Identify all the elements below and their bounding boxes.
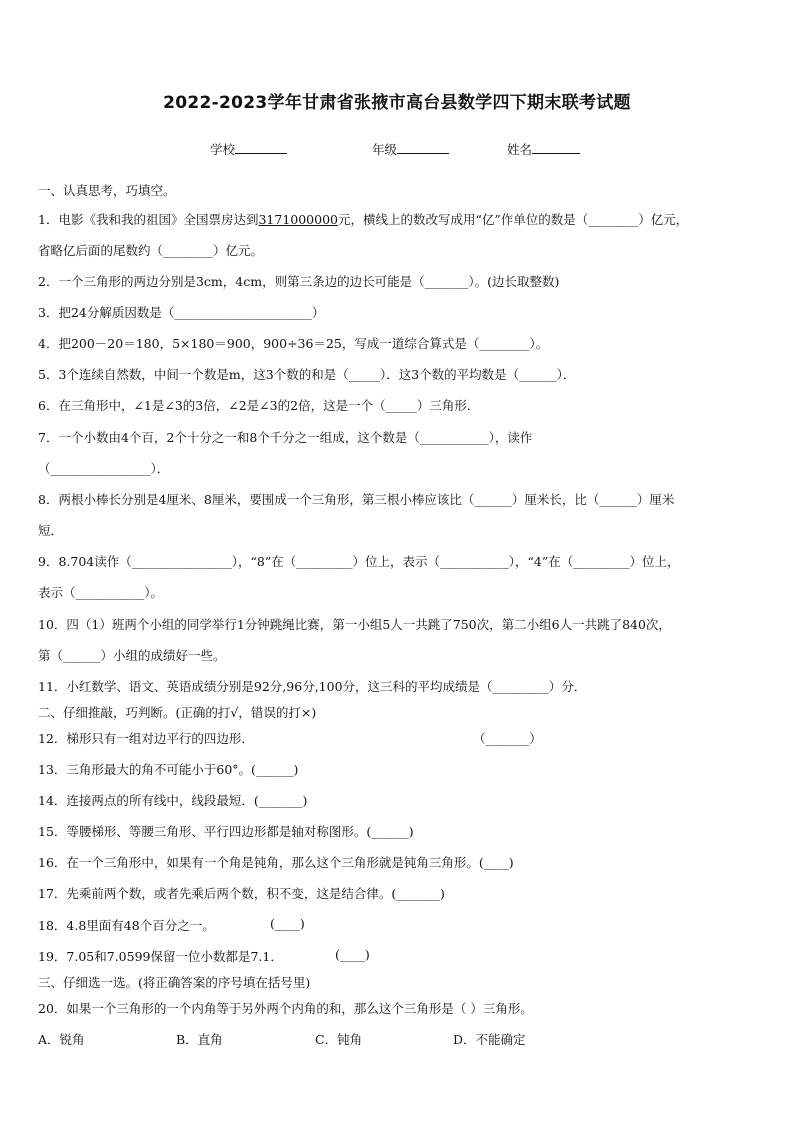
- section-3-heading: 三、仔细选一选。(将正确答案的序号填在括号里): [38, 975, 311, 990]
- grade-field: [372, 140, 449, 158]
- question-3: 3．把24分解质因数是（______________________）: [38, 305, 325, 320]
- question-18-blank: (____): [270, 916, 305, 931]
- question-7: 7．一个小数由4个百，2个十分之一和8个千分之一组成，这个数是（___________），读作: [38, 430, 533, 445]
- grade-label: 年级: [372, 142, 398, 157]
- question-8: 8．两根小棒长分别是4厘米、8厘米，要围成一个三角形，第三根小棒应该比（______）厘米长，比（______）厘米: [38, 492, 675, 507]
- q1-text-b: 元，横线上的数改写成用“亿”作单位的数是（________）亿元，: [338, 212, 689, 227]
- question-4: 4．把200－20＝180，5×180＝900，900÷36＝25，写成一道综合算式是（________）。: [38, 336, 549, 351]
- option-d: D．不能确定: [453, 1032, 526, 1047]
- question-19: 19．7.05和7.0599保留一位小数都是7.1．: [38, 949, 283, 964]
- question-18: 18．4.8里面有48个百分之一。: [38, 918, 215, 933]
- question-1-cont: 省略亿后面的尾数约（________）亿元。: [38, 243, 264, 258]
- option-c: C．钝角: [315, 1032, 363, 1047]
- school-blank: [235, 140, 287, 154]
- school-label: 学校: [210, 142, 236, 157]
- question-9-cont: 表示（___________）。: [38, 585, 164, 600]
- page-title: 2022-2023学年甘肃省张掖市高台县数学四下期末联考试题: [163, 93, 631, 113]
- question-14: 14．连接两点的所有线中，线段最短．(_______): [38, 793, 308, 808]
- question-10: 10．四（1）班两个小组的同学举行1分钟跳绳比赛，第一小组5人一共跳了750次，第二小组6人一共跳了840次，: [38, 617, 671, 632]
- question-17: 17．先乘前两个数，或者先乘后两个数，积不变，这是结合律。(_______): [38, 886, 445, 901]
- question-6: 6．在三角形中，∠1是∠3的3倍，∠2是∠3的2倍，这是一个（_____）三角形．: [38, 398, 480, 413]
- question-15: 15．等腰梯形、等腰三角形、平行四边形都是轴对称图形。(______): [38, 824, 414, 839]
- name-blank: [532, 140, 580, 154]
- q1-number: 3171000000: [258, 212, 338, 227]
- question-12-blank: （_______）: [473, 731, 542, 746]
- q1-text-a: 1．电影《我和我的祖国》全国票房达到: [38, 212, 259, 227]
- option-b: B．直角: [176, 1032, 223, 1047]
- school-field: [210, 140, 287, 158]
- question-7-cont: （________________）．: [38, 461, 170, 476]
- section-1-heading: 一、认真思考，巧填空。: [38, 183, 176, 198]
- question-10-cont: 第（______）小组的成绩好一些。: [38, 648, 226, 663]
- option-a: A．锐角: [38, 1032, 85, 1047]
- question-12: 12．梯形只有一组对边平行的四边形．: [38, 731, 254, 746]
- name-field: [507, 140, 580, 158]
- grade-blank: [397, 140, 449, 154]
- section-2-heading: 二、仔细推敲，巧判断。(正确的打√，错误的打×): [38, 705, 317, 720]
- question-11: 11．小红数学、语文、英语成绩分别是92分,96分,100分，这三科的平均成绩是（_________）分．: [38, 679, 587, 694]
- question-16: 16．在一个三角形中，如果有一个角是钝角，那么这个三角形就是钝角三角形。(____): [38, 855, 514, 870]
- name-label: 姓名: [507, 142, 533, 157]
- question-5: 5．3个连续自然数，中间一个数是m，这3个数的和是（_____）．这3个数的平均数是（______）．: [38, 367, 576, 382]
- question-20: 20．如果一个三角形的一个内角等于另外两个内角的和，那么这个三角形是（ ）三角形。: [38, 1001, 533, 1016]
- question-19-blank: (____): [335, 947, 370, 962]
- question-13: 13．三角形最大的角不可能小于60°。(______): [38, 762, 299, 777]
- question-9: 9．8.704读作（________________），“8”在（_________）位上，表示（___________），“4”在（_________）位上，: [38, 554, 680, 569]
- question-8-cont: 短．: [38, 523, 64, 538]
- question-2: 2．一个三角形的两边分别是3cm，4cm，则第三条边的边长可能是（_______）。(边长取整数): [38, 274, 560, 289]
- question-1: [38, 210, 688, 228]
